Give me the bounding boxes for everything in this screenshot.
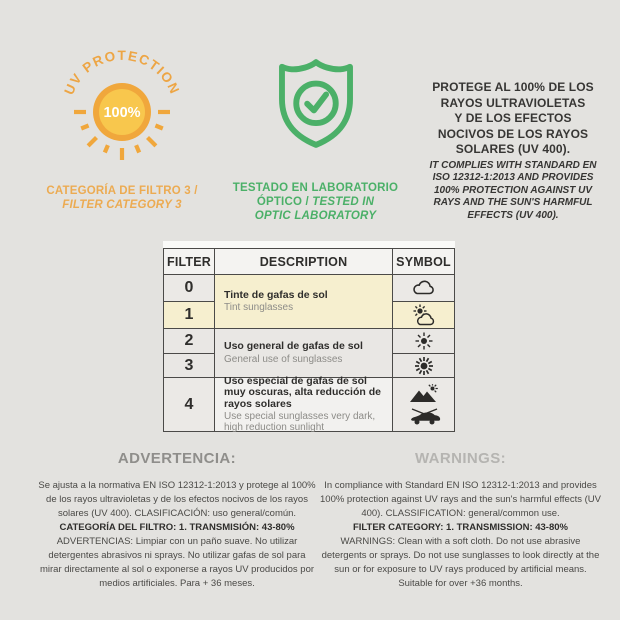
sun-icon-small xyxy=(411,330,437,352)
symbol-cell-3 xyxy=(393,354,454,377)
lab-tested-badge xyxy=(228,56,403,223)
lab-tested-caption xyxy=(228,181,403,223)
shield-check-icon xyxy=(274,56,358,154)
car-crossed-out-icon xyxy=(407,406,441,426)
symbol-cell-0 xyxy=(393,275,454,301)
filter-number-4: 4 xyxy=(164,378,214,431)
bright-sun-icon xyxy=(411,355,437,377)
warnings-es-paragraph2: ADVERTENCIAS: Limpiar con un paño suave. No utilizar detergentes abrasivos ni sprays. No utilizar gafas de sol para mirar directamente al sol o exponerse a rayos UV producidos por medios artificiales. Para + 36 meses. xyxy=(39,536,315,589)
table-header-description: DESCRIPTION xyxy=(215,249,392,274)
warnings-es-filter-category-line: CATEGORÍA DEL FILTRO: 1. TRANSMISIÓN: 43-80% xyxy=(59,522,295,533)
warnings-en-filter-category-line: FILTER CATEGORY: 1. TRANSMISSION: 43-80% xyxy=(352,522,568,533)
warnings-spanish xyxy=(38,450,316,591)
table-row-desc-group3: Uso especial de gafas de sol muy oscuras, alta reducción de rayos solares Use special sunglasses very dark, high reduction sunlight xyxy=(215,378,392,431)
cloud-icon xyxy=(410,278,438,298)
warnings-en-title: WARNINGS: xyxy=(414,450,507,467)
protection-note-en: IT COMPLIES WITH STANDARD EN ISO 12312-1:2013 AND PROVIDES 100% PROTECTION AGAINST UV RAYS AND THE SUN'S HARMFUL EFFECTS (UV 400). xyxy=(429,159,597,221)
warnings-english xyxy=(318,450,603,591)
warnings-en-paragraph2: WARNINGS: Clean with a soft cloth. Do not use abrasive detergents or sprays. Do not use sunglasses to look directly at the sun or for exposure to UV rays produced by artificial means. Suitable for over +36 months. xyxy=(321,536,600,589)
lab-caption-line2: ÓPTICO / TESTED IN xyxy=(256,196,375,208)
warnings-en-paragraph1: In compliance with Standard EN ISO 12312-1:2013 and provides 100% protection against UV rays and the sun's harmful effects (UV 400). CLASSIFICATION: general/common use. xyxy=(320,480,601,519)
filter-category-caption-en: FILTER CATEGORY 3 xyxy=(62,198,182,211)
protection-note xyxy=(418,80,608,222)
protection-note-es: PROTEGE AL 100% DE LOS RAYOS ULTRAVIOLETAS Y DE LOS EFECTOS NOCIVOS DE LOS RAYOS SOLARES (UV 400). xyxy=(432,80,594,156)
filter-category-caption-es: CATEGORÍA DE FILTRO 3 / xyxy=(46,185,198,197)
table-header-symbol: SYMBOL xyxy=(393,249,454,274)
filter-number-2: 2 xyxy=(164,329,214,353)
mountains-with-sun-icon xyxy=(409,384,439,404)
filter-number-1: 1 xyxy=(164,302,214,328)
table-top-strip xyxy=(163,241,455,248)
uv-percent-label: 100% xyxy=(103,105,141,121)
lab-caption-line1: TESTADO EN LABORATORIO xyxy=(232,182,399,194)
uv-arc-label: UV PROTECTION xyxy=(61,48,183,97)
uv-protection-badge xyxy=(28,48,216,212)
filter-category-caption xyxy=(28,185,216,212)
symbol-cell-4 xyxy=(393,378,454,431)
warnings-es-title: ADVERTENCIA: xyxy=(117,450,237,467)
table-row-desc-group1: Tinte de gafas de sol Tint sunglasses xyxy=(215,275,392,328)
filter-number-3: 3 xyxy=(164,354,214,377)
sun-behind-cloud-icon xyxy=(410,303,438,327)
filter-category-table xyxy=(163,248,455,432)
symbol-cell-1 xyxy=(393,302,454,328)
filter-number-0: 0 xyxy=(164,275,214,301)
sun-icon xyxy=(37,48,207,178)
symbol-cell-2 xyxy=(393,329,454,353)
table-row-desc-group2: Uso general de gafas de sol General use of sunglasses xyxy=(215,329,392,377)
table-header-filter: FILTER xyxy=(164,249,214,274)
warnings-es-paragraph1: Se ajusta a la normativa EN ISO 12312-1:2013 y protege al 100% de los rayos ultravioletas y de los efectos nocivos de los rayos solares (UV 400). CLASIFICACIÓN: uso general/común. xyxy=(38,480,316,519)
lab-caption-line3: OPTIC LABORATORY xyxy=(254,210,377,222)
